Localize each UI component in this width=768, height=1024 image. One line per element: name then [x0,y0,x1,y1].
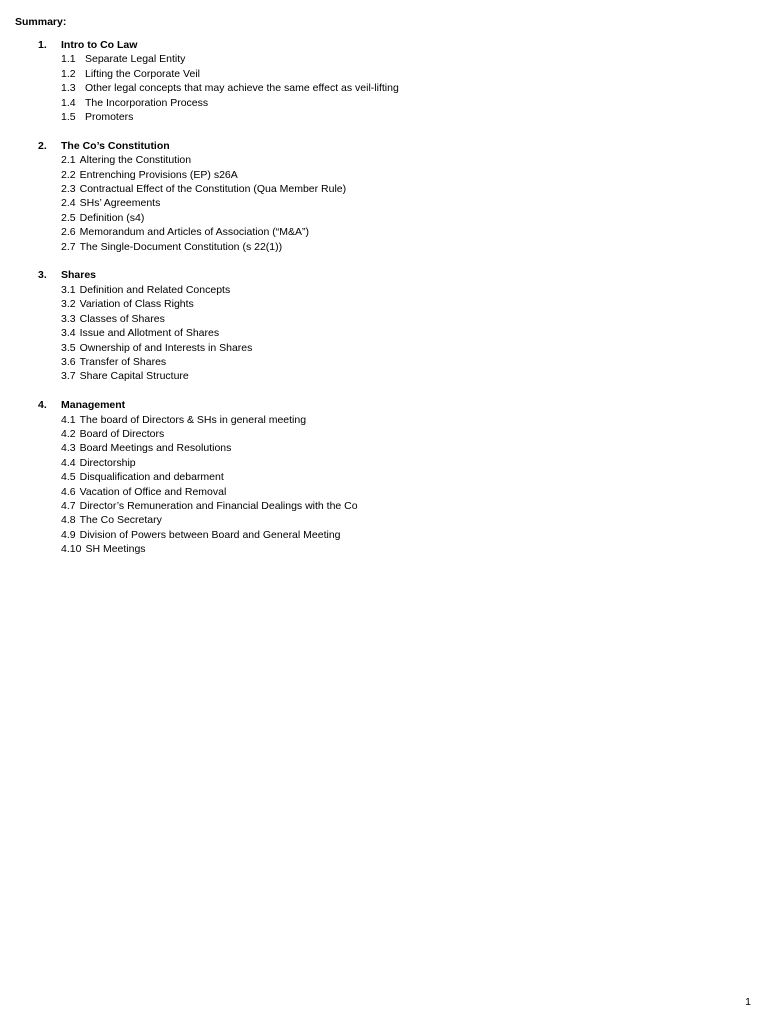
subsection-number: 4.5 [61,471,76,484]
subsection-number: 4.1 [61,413,76,426]
section-heading [38,268,738,282]
subsection-number: 4.10 [61,543,82,556]
subsection-number: 4.7 [61,499,76,512]
subsection-number: 3.3 [61,312,76,325]
list-item [38,542,738,556]
subsection-title: Vacation of Office and Removal [79,485,227,498]
list-item [38,470,738,484]
list-item [38,513,738,527]
list-item [38,441,738,455]
list-item [38,355,738,369]
subsection-title: Entrenching Provisions (EP) s26A [79,168,238,181]
section-the-cos-constitution [38,139,738,254]
summary-heading: Summary: [15,16,67,28]
subsection-number: 4.9 [61,528,76,541]
subsection-title: Transfer of Shares [79,355,167,368]
list-item [38,225,738,239]
subsection-number: 3.5 [61,341,76,354]
subsection-title: Issue and Allotment of Shares [79,327,220,340]
subsection-title: Contractual Effect of the Constitution (Qua Member Rule) [79,183,347,196]
subsection-title: Division of Powers between Board and General Meeting [79,528,341,541]
list-item [38,240,738,254]
list-item [38,369,738,383]
list-item [38,153,738,167]
list-item [38,168,738,182]
subsection-number: 2.1 [61,154,76,167]
subsection-number: 1.3 [61,82,76,95]
subsection-list [38,283,738,384]
subsection-number: 1.4 [61,96,76,109]
subsection-list [38,52,738,124]
subsection-title: Variation of Class Rights [79,298,194,311]
subsection-list [38,153,738,254]
list-item [38,110,738,124]
section-management [38,398,738,556]
list-item [38,67,738,81]
section-number: 1. [38,39,47,51]
subsection-title: Promoters [85,111,134,124]
section-shares [38,268,738,383]
subsection-title: Separate Legal Entity [85,53,186,66]
section-number: 4. [38,399,47,412]
subsection-number: 2.2 [61,168,76,181]
subsection-title: Director’s Remuneration and Financial Dealings with the Co [79,499,358,512]
subsection-number: 4.2 [61,427,76,440]
list-item [38,96,738,110]
subsection-number: 3.6 [61,355,76,368]
list-item [38,499,738,513]
subsection-title: SHs’ Agreements [79,197,161,210]
list-item [38,456,738,470]
subsection-number: 3.1 [61,283,76,296]
page-number: 1 [745,996,751,1008]
subsection-title: Disqualification and debarment [79,471,224,484]
list-item [38,283,738,297]
list-item [38,52,738,66]
subsection-number: 2.4 [61,197,76,210]
subsection-title: Definition and Related Concepts [79,283,231,296]
section-heading [38,398,738,412]
subsection-title: Memorandum and Articles of Association (“M&A”) [79,226,309,239]
section-title: The Co’s Constitution [61,139,170,152]
section-number: 3. [38,269,47,282]
subsection-title: Other legal concepts that may achieve the same effect as veil-lifting [85,82,399,95]
section-heading [38,38,738,52]
list-item [38,341,738,355]
subsection-title: The board of Directors & SHs in general meeting [79,413,307,426]
subsection-number: 2.5 [61,211,76,224]
subsection-title: Classes of Shares [79,312,165,325]
summary-outline [38,38,738,571]
list-item [38,427,738,441]
list-item [38,297,738,311]
section-title: Intro to Co Law [61,39,138,51]
list-item [38,326,738,340]
subsection-number: 2.6 [61,226,76,239]
subsection-number: 2.3 [61,183,76,196]
list-item [38,81,738,95]
subsection-number: 1.2 [61,67,76,80]
list-item [38,211,738,225]
subsection-number: 3.2 [61,298,76,311]
subsection-title: Altering the Constitution [79,154,192,167]
subsection-number: 1.5 [61,111,76,124]
subsection-number: 4.4 [61,456,76,469]
subsection-number: 3.7 [61,370,76,383]
list-item [38,312,738,326]
subsection-title: Definition (s4) [79,211,145,224]
subsection-title: The Incorporation Process [85,96,209,109]
subsection-title: Share Capital Structure [79,370,189,383]
subsection-number: 4.8 [61,514,76,527]
list-item [38,528,738,542]
list-item [38,196,738,210]
list-item [38,182,738,196]
subsection-title: SH Meetings [85,543,146,556]
subsection-title: Board Meetings and Resolutions [79,442,232,455]
section-number: 2. [38,139,47,152]
subsection-title: Directorship [79,456,136,469]
subsection-number: 2.7 [61,240,76,253]
section-intro-to-co-law [38,38,738,124]
list-item [38,485,738,499]
section-title: Shares [61,269,97,282]
subsection-title: Ownership of and Interests in Shares [79,341,253,354]
list-item [38,413,738,427]
section-heading [38,139,738,153]
subsection-number: 1.1 [61,53,76,66]
subsection-number: 4.6 [61,485,76,498]
subsection-title: The Single-Document Constitution (s 22(1)) [79,240,283,253]
subsection-number: 4.3 [61,442,76,455]
subsection-list [38,413,738,557]
subsection-title: Board of Directors [79,427,165,440]
section-title: Management [61,399,126,412]
subsection-title: Lifting the Corporate Veil [85,67,200,80]
subsection-number: 3.4 [61,327,76,340]
subsection-title: The Co Secretary [79,514,162,527]
